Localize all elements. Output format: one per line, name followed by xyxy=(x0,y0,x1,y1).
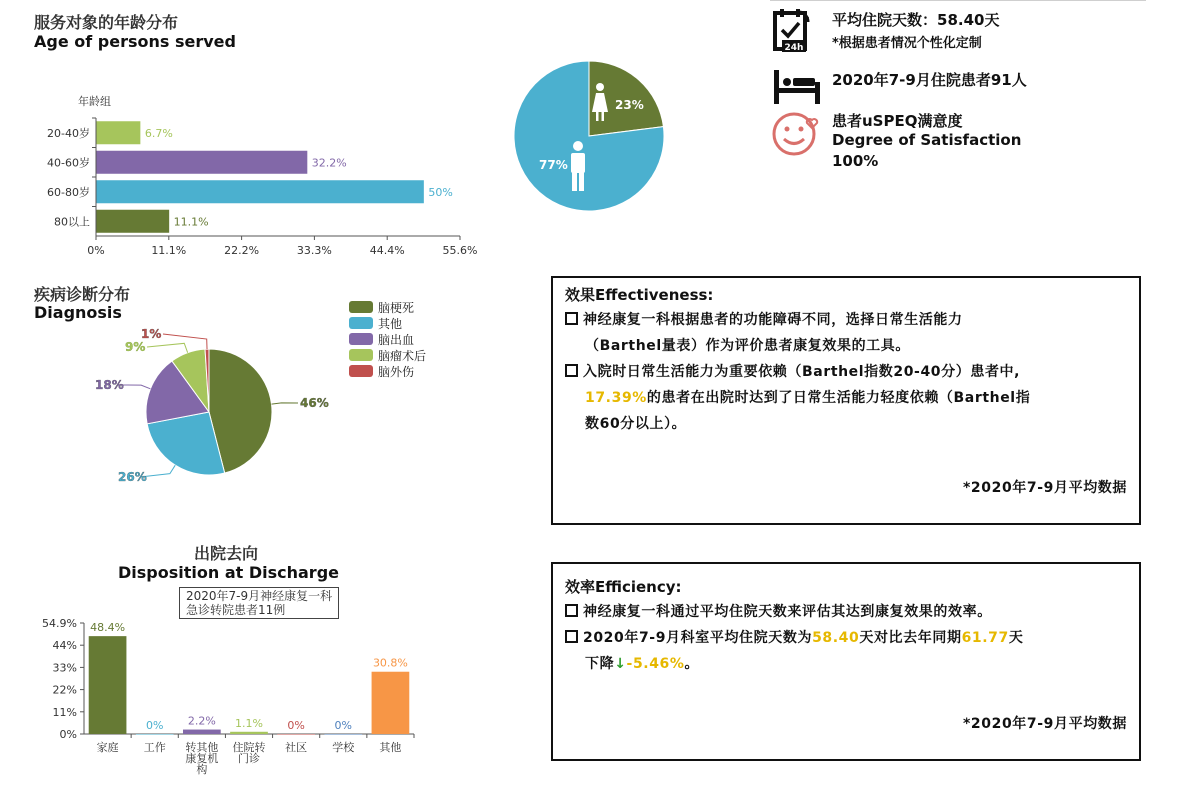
diagnosis-pct-label: 26% xyxy=(118,470,147,484)
disp-bar xyxy=(277,734,315,735)
efficiency-footer: *2020年7-9月平均数据 xyxy=(963,716,1127,732)
efficiency-highlight: -5.46% xyxy=(626,656,685,672)
disp-value-label: 1.1% xyxy=(235,716,263,730)
checkbox-icon xyxy=(565,312,578,325)
age-x-tick-label: 22.2% xyxy=(224,244,260,257)
svg-text:24h: 24h xyxy=(784,43,804,53)
disp-y-tick-label: 54.9% xyxy=(42,617,77,630)
efficiency-box xyxy=(551,562,1141,761)
age-x-tick-label: 44.4% xyxy=(369,244,405,257)
legend-label: 脑出血 xyxy=(378,332,415,347)
age-category-label: 20-40岁 xyxy=(47,126,90,140)
efficiency-line: 天 xyxy=(1008,630,1024,646)
age-bar xyxy=(97,151,308,174)
effectiveness-title: 效果Effectiveness: xyxy=(565,286,714,304)
calendar-24h-icon xyxy=(772,8,820,54)
age-bar xyxy=(97,210,170,233)
legend-label: 脑梗死 xyxy=(378,300,415,315)
los-subtitle: *根据患者情况个性化定制 xyxy=(832,36,982,51)
diagnosis-pct-label: 9% xyxy=(125,340,146,354)
effect-line: 数60分以上）。 xyxy=(585,416,687,432)
efficiency-line: 天对比去年同期 xyxy=(859,630,962,646)
female-pct-label: 23% xyxy=(615,98,644,112)
effect-line: 神经康复一科根据患者的功能障碍不同，选择日常生活能力 xyxy=(583,312,963,328)
satisfaction-title-en: Degree of Satisfaction xyxy=(832,131,1022,149)
age-value-label: 11.1% xyxy=(173,215,209,229)
age-value-label: 6.7% xyxy=(144,126,173,140)
checkbox-icon xyxy=(565,364,578,377)
disp-category-label: 门诊 xyxy=(238,752,260,765)
diagnosis-leader-line xyxy=(272,403,298,404)
disp-category-label: 学校 xyxy=(332,741,355,754)
disp-bar xyxy=(372,672,410,734)
disp-category-label: 家庭 xyxy=(96,741,119,754)
disp-bar xyxy=(324,734,362,735)
legend-item xyxy=(349,299,426,315)
disp-value-label: 0% xyxy=(334,719,353,732)
disp-value-label: 0% xyxy=(287,719,305,732)
annotation-line: 2020年7-9月神经康复一科 xyxy=(186,589,333,603)
efficiency-highlight: 61.77 xyxy=(961,630,1009,646)
top-divider xyxy=(770,0,1146,1)
age-x-tick-label: 33.3% xyxy=(296,244,332,257)
checkbox-icon xyxy=(565,630,578,643)
age-title-en: Age of persons served xyxy=(34,32,236,51)
bed-icon xyxy=(772,68,822,106)
effect-highlight: 17.39% xyxy=(585,390,647,406)
legend-swatch xyxy=(349,301,373,313)
age-value-label: 32.2% xyxy=(311,156,347,170)
legend-label: 其他 xyxy=(378,316,403,331)
gender-pie-chart xyxy=(505,50,675,220)
legend-item xyxy=(349,363,426,379)
efficiency-line: 下降 xyxy=(585,656,615,672)
effect-footer: *2020年7-9月平均数据 xyxy=(963,480,1127,496)
age-x-tick-label: 0% xyxy=(87,244,105,257)
disp-bar xyxy=(136,734,174,735)
efficiency-line: 。 xyxy=(684,656,700,672)
disp-bar xyxy=(89,636,127,734)
checkbox-icon xyxy=(565,604,578,617)
effect-line: 的患者在出院时达到了日常生活能力轻度依赖（Barthel指 xyxy=(646,390,1031,406)
disp-title-en: Disposition at Discharge xyxy=(118,563,339,582)
disp-y-tick-label: 0% xyxy=(59,728,77,741)
legend-swatch xyxy=(349,365,373,377)
male-pct-label: 77% xyxy=(539,158,568,172)
disp-y-tick-label: 11% xyxy=(52,705,77,719)
diagnosis-leader-line xyxy=(147,343,188,352)
los-title: 平均住院天数：58.40天 xyxy=(832,11,1000,29)
diagnosis-pct-label: 1% xyxy=(141,327,162,341)
effect-line: 入院时日常生活能力为重要依赖（Barthel指数20-40分）患者中, xyxy=(583,364,1021,380)
effect-line: （Barthel量表）作为评价患者康复效果的工具。 xyxy=(585,338,910,354)
diagnosis-pct-label: 46% xyxy=(300,396,329,410)
disp-title-cn: 出院去向 xyxy=(194,544,259,563)
disp-bar xyxy=(183,730,221,734)
disp-category-label: 工作 xyxy=(143,741,166,754)
disp-y-tick-label: 44% xyxy=(52,639,77,653)
disp-bar xyxy=(230,732,268,734)
disp-y-tick-label: 22% xyxy=(52,683,77,697)
age-category-label: 40-60岁 xyxy=(47,156,90,170)
age-title-cn: 服务对象的年龄分布 xyxy=(34,13,179,32)
legend-swatch xyxy=(349,333,373,345)
satisfaction-title: 患者uSPEQ满意度 xyxy=(832,112,963,130)
diag-title-cn: 疾病诊断分布 xyxy=(34,285,131,304)
age-value-label: 50% xyxy=(428,185,453,199)
disp-value-label: 30.8% xyxy=(372,656,408,670)
age-x-tick-label: 55.6% xyxy=(442,244,478,257)
legend-item xyxy=(349,347,426,363)
disp-category-label: 转其他 xyxy=(185,741,219,754)
efficiency-line: 神经康复一科通过平均住院天数来评估其达到康复效果的效率。 xyxy=(583,604,992,620)
efficiency-highlight: 58.40 xyxy=(812,630,860,646)
disp-category-label: 康复机 xyxy=(185,752,219,765)
disp-value-label: 2.2% xyxy=(187,714,216,728)
age-axis-label: 年龄组 xyxy=(78,95,111,108)
diagnosis-pie-chart xyxy=(60,320,380,490)
disp-y-tick-label: 33% xyxy=(52,661,77,675)
age-bar xyxy=(97,180,424,203)
satisfaction-value: 100% xyxy=(832,152,879,170)
disposition-bar-chart xyxy=(30,610,430,785)
legend-label: 脑外伤 xyxy=(378,364,415,379)
disp-category-label: 构 xyxy=(196,763,208,776)
age-bar xyxy=(97,121,141,144)
age-x-tick-label: 11.1% xyxy=(151,244,187,257)
disp-category-label: 其他 xyxy=(379,741,402,754)
legend-swatch xyxy=(349,317,373,329)
efficiency-title: 效率Efficiency: xyxy=(565,578,682,596)
legend-item xyxy=(349,315,426,331)
legend-swatch xyxy=(349,349,373,361)
effectiveness-box xyxy=(551,276,1141,525)
diag-title-en: Diagnosis xyxy=(34,303,122,322)
age-category-label: 80以上 xyxy=(54,215,90,229)
disp-value-label: 48.4% xyxy=(90,621,126,635)
age-category-label: 60-80岁 xyxy=(47,185,90,199)
patients-stat: 2020年7-9月住院患者91人 xyxy=(832,71,1027,89)
disp-category-label: 住院转 xyxy=(232,741,266,754)
legend-label: 脑瘤术后 xyxy=(378,348,427,363)
smiley-heart-icon xyxy=(772,108,824,158)
diagnosis-legend xyxy=(349,299,426,379)
annotation-line: 急诊转院患者11例 xyxy=(186,603,286,617)
efficiency-line: 2020年7-9月科室平均住院天数为 xyxy=(583,630,813,646)
legend-item xyxy=(349,331,426,347)
age-bar-chart xyxy=(0,85,500,265)
disp-value-label: 0% xyxy=(145,719,164,732)
down-arrow-icon: ↓ xyxy=(614,656,627,672)
diagnosis-pct-label: 18% xyxy=(95,378,124,392)
disp-category-label: 社区 xyxy=(285,741,308,754)
